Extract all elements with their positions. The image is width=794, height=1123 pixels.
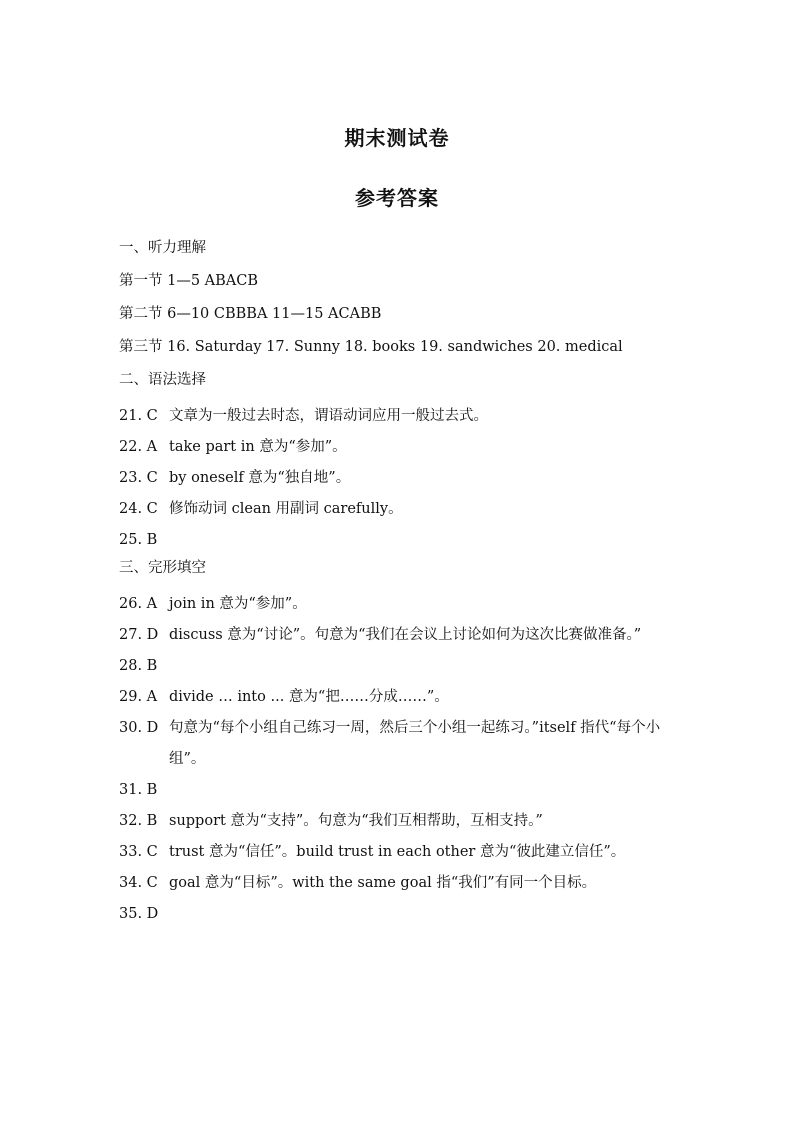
section-heading-grammar: 二、语法选择 [119,372,206,388]
answer-item [119,775,679,806]
answer-explanation: 文章为一般过去时态，谓语动词应用一般过去式。 [169,408,488,424]
answer-number: 27. D [119,627,159,643]
answer-item [119,589,679,620]
answer-item [119,651,679,682]
answer-item [119,620,679,651]
answer-number: 31. B [119,782,158,798]
answer-item [119,401,679,432]
answer-explanation: trust 意为“信任”。build trust in each other 意为“彼此建立信任”。 [169,844,626,860]
answer-number: 28. B [119,658,158,674]
answer-item [119,432,679,463]
answer-number: 30. D [119,720,159,736]
answer-number: 22. A [119,439,158,455]
answer-number: 26. A [119,596,158,612]
answer-number: 35. D [119,906,159,922]
answer-explanation: 修饰动词 clean 用副词 carefully。 [169,501,403,517]
answer-explanation: goal 意为“目标”。with the same goal 指“我们”有同一个目标。 [169,875,597,891]
listening-part-3: 第三节 16. Saturday 17. Sunny 18. books 19. sandwiches 20. medical [119,339,623,355]
answer-number: 21. C [119,408,158,424]
listening-part-2: 第二节 6—10 CBBBA 11—15 ACABB [119,306,382,322]
answer-item [119,463,679,494]
answer-number: 32. B [119,813,158,829]
document-title: 期末测试卷 [344,126,450,150]
answer-number: 23. C [119,470,158,486]
answer-item [119,837,679,868]
answer-item [119,806,679,837]
answer-explanation: join in 意为“参加”。 [169,596,307,612]
answer-explanation: discuss 意为“讨论”。句意为“我们在会议上讨论如何为这次比赛做准备。” [169,627,642,643]
answer-number: 33. C [119,844,158,860]
answer-explanation: divide … into ... 意为“把……分成……”。 [169,689,449,705]
answer-item [119,525,679,556]
answer-item [119,899,679,930]
answer-number: 25. B [119,532,158,548]
answer-explanation: take part in 意为“参加”。 [169,439,347,455]
answer-number: 29. A [119,689,158,705]
answer-number: 24. C [119,501,158,517]
section-heading-listening: 一、听力理解 [119,240,206,256]
listening-part-1: 第一节 1—5 ABACB [119,273,259,289]
answer-item [119,713,679,775]
answer-item [119,682,679,713]
answer-item [119,494,679,525]
answer-body [119,236,679,930]
answer-explanation: by oneself 意为“独自地”。 [169,470,351,486]
answer-number: 34. C [119,875,158,891]
answer-explanation: 句意为“每个小组自己练习一周，然后三个小组一起练习。”itself 指代“每个小组”。 [169,720,661,767]
answer-item [119,868,679,899]
answer-explanation: support 意为“支持”。句意为“我们互相帮助，互相支持。” [169,813,543,829]
document-subtitle: 参考答案 [355,186,439,210]
section-heading-cloze: 三、完形填空 [119,560,206,576]
